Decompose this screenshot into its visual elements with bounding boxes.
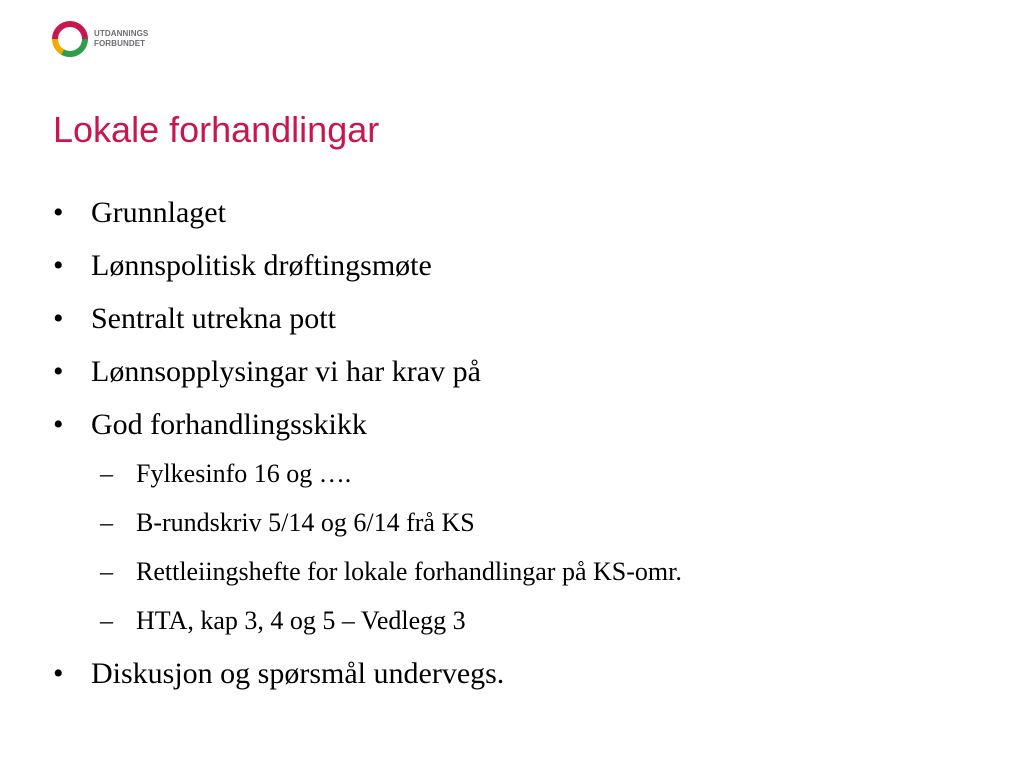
bullet-list [53,191,993,705]
dash-marker: – [100,557,113,586]
bullet-marker: • [53,355,64,388]
bullet-marker: • [53,408,64,441]
bullet-text: Diskusjon og spørsmål undervegs. [91,657,505,690]
sub-bullet-item [53,603,993,652]
dash-marker: – [100,459,113,488]
slide-title: Lokale forhandlingar [53,109,380,150]
bullet-item [53,297,993,350]
sub-bullet-item [53,505,993,554]
bullet-item [53,652,993,705]
sub-bullet-text: Fylkesinfo 16 og …. [136,459,352,488]
logo-line-2: FORBUNDET [94,39,146,48]
bullet-marker: • [53,657,64,690]
sub-bullet-item [53,456,993,505]
logo-line-1: UTDANNINGS [94,29,149,38]
bullet-marker: • [53,196,64,229]
bullet-text: Grunnlaget [91,196,226,229]
bullet-marker: • [53,302,64,335]
sub-bullet-text: Rettleiingshefte for lokale forhandlingar på KS-omr. [136,557,682,586]
bullet-item [53,403,993,456]
bullet-item [53,350,993,403]
dash-marker: – [100,606,113,635]
logo-wordmark [94,29,148,49]
bullet-text: Sentralt utrekna pott [91,302,336,335]
bullet-marker: • [53,249,64,282]
bullet-item [53,191,993,244]
dash-marker: – [100,508,113,537]
bullet-text: Lønnsopplysingar vi har krav på [91,355,481,388]
sub-bullet-item [53,554,993,603]
bullet-text: Lønnspolitisk drøftingsmøte [91,249,432,282]
bullet-text: God forhandlingsskikk [91,408,367,441]
ring-logo-icon [52,21,88,57]
sub-bullet-text: B-rundskriv 5/14 og 6/14 frå KS [136,508,475,537]
bullet-item [53,244,993,297]
utdanningsforbundet-logo [52,21,148,57]
sub-bullet-text: HTA, kap 3, 4 og 5 – Vedlegg 3 [136,606,466,635]
